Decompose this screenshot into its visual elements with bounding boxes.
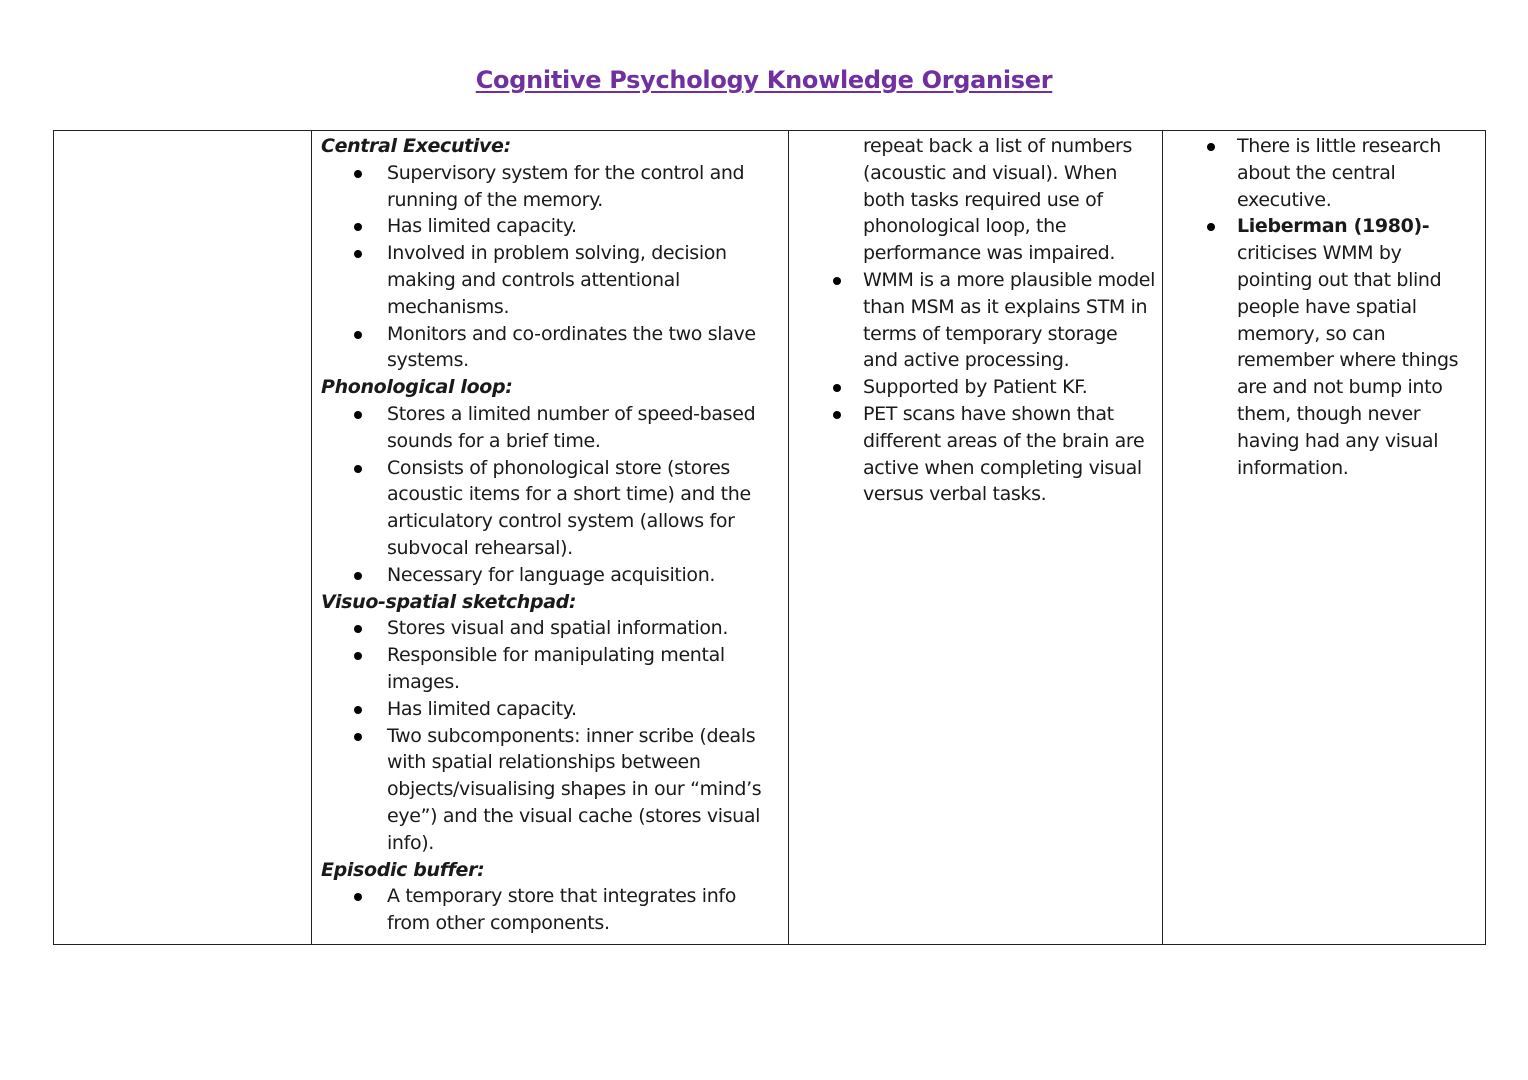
table-row xyxy=(54,131,1486,945)
list-item-text: Involved in problem solving, decision making and controls attentional mechanisms. xyxy=(387,242,727,318)
bullet-icon xyxy=(354,331,362,339)
list-item-text: WMM is a more plausible model than MSM as it explains STM in terms of temporary storage and active processing. xyxy=(863,268,1156,372)
wmm-components-cell xyxy=(312,131,789,945)
organiser-table xyxy=(53,130,1486,945)
bullet-icon xyxy=(833,384,841,392)
list-item-text: A temporary store that integrates info from other components. xyxy=(387,885,737,935)
bullet-icon xyxy=(1207,143,1215,151)
bullet-icon xyxy=(354,411,362,419)
central-executive-list xyxy=(321,160,780,374)
list-item-text: Has limited capacity. xyxy=(387,697,577,720)
bullet-icon xyxy=(1207,223,1215,231)
list-item-text: Consists of phonological store (stores acoustic items for a short time) and the articulatory control system (allows for subvocal rehearsal). xyxy=(387,456,751,559)
list-item-text: criticises WMM by pointing out that blind people have spatial memory, so can remember where things are and not bump into them, though never having had any visual information. xyxy=(1237,242,1459,479)
list-item xyxy=(321,562,780,589)
bullet-icon xyxy=(354,706,362,714)
list-item-text: Stores a limited number of speed-based sounds for a brief time. xyxy=(387,402,756,452)
episodic-buffer-list xyxy=(321,883,780,937)
list-item-text: Responsible for manipulating mental images. xyxy=(387,644,725,693)
study-reference: Lieberman (1980)- xyxy=(1237,215,1430,238)
evaluation-strengths-text xyxy=(789,131,1162,508)
wmm-components-text xyxy=(312,131,788,937)
section-heading-central-executive: Central Executive: xyxy=(321,135,511,157)
bullet-icon xyxy=(354,572,362,580)
evaluation-weaknesses-cell xyxy=(1163,131,1486,945)
list-item-text: There is little research about the central executive. xyxy=(1237,135,1441,211)
list-item xyxy=(863,267,1156,374)
list-item-text: Necessary for language acquisition. xyxy=(387,563,716,586)
bullet-icon xyxy=(354,733,362,741)
list-item xyxy=(321,213,780,240)
list-item xyxy=(321,455,780,562)
list-item xyxy=(321,883,780,937)
bullet-icon xyxy=(354,170,362,178)
evaluation-weaknesses-text xyxy=(1163,131,1485,481)
list-item xyxy=(1237,213,1479,481)
section-heading-episodic-buffer: Episodic buffer: xyxy=(321,858,485,881)
list-item xyxy=(321,401,780,455)
list-item-text: Supervisory system for the control and running of the memory. xyxy=(387,161,745,211)
list-item xyxy=(321,321,780,375)
bullet-icon xyxy=(354,250,362,258)
list-item xyxy=(321,696,780,723)
bullet-icon xyxy=(354,465,362,473)
list-item xyxy=(863,374,1156,401)
bullet-icon xyxy=(354,652,362,660)
bullet-icon xyxy=(354,625,362,633)
list-item xyxy=(863,401,1156,508)
list-item xyxy=(321,615,780,642)
list-item-text: PET scans have shown that different areas of the brain are active when completing visual versus verbal tasks. xyxy=(863,402,1145,506)
bullet-icon xyxy=(354,893,362,901)
strengths-list xyxy=(863,267,1156,508)
list-item xyxy=(321,723,780,857)
empty-cell xyxy=(54,131,312,945)
list-item-text: Two subcomponents: inner scribe (deals with spatial relationships between objects/visualising shapes in our “mind’s eye”) and the visual cache (stores visual info). xyxy=(387,724,762,854)
bullet-icon xyxy=(833,277,841,285)
list-item-text: Monitors and co-ordinates the two slave systems. xyxy=(387,322,756,372)
evaluation-strengths-cell xyxy=(789,131,1163,945)
list-item xyxy=(321,160,780,214)
bullet-icon xyxy=(354,223,362,231)
continuation-text: repeat back a list of numbers (acoustic and visual). When both tasks required use of phonological loop, the performance was impaired. xyxy=(863,135,1133,265)
bullet-icon xyxy=(833,411,841,419)
list-item-text: Has limited capacity. xyxy=(387,215,577,238)
list-item xyxy=(321,642,780,696)
list-item-text: Supported by Patient KF. xyxy=(863,376,1088,399)
list-item-text: Stores visual and spatial information. xyxy=(387,617,729,640)
weaknesses-list xyxy=(1237,133,1479,481)
phonological-loop-list xyxy=(321,401,780,589)
page-title: Cognitive Psychology Knowledge Organiser xyxy=(475,66,1053,94)
visuo-spatial-list xyxy=(321,615,780,856)
list-item xyxy=(1237,133,1479,213)
list-item xyxy=(321,240,780,320)
section-heading-visuo-spatial-sketchpad: Visuo-spatial sketchpad: xyxy=(321,590,577,613)
section-heading-phonological-loop: Phonological loop: xyxy=(321,376,513,399)
